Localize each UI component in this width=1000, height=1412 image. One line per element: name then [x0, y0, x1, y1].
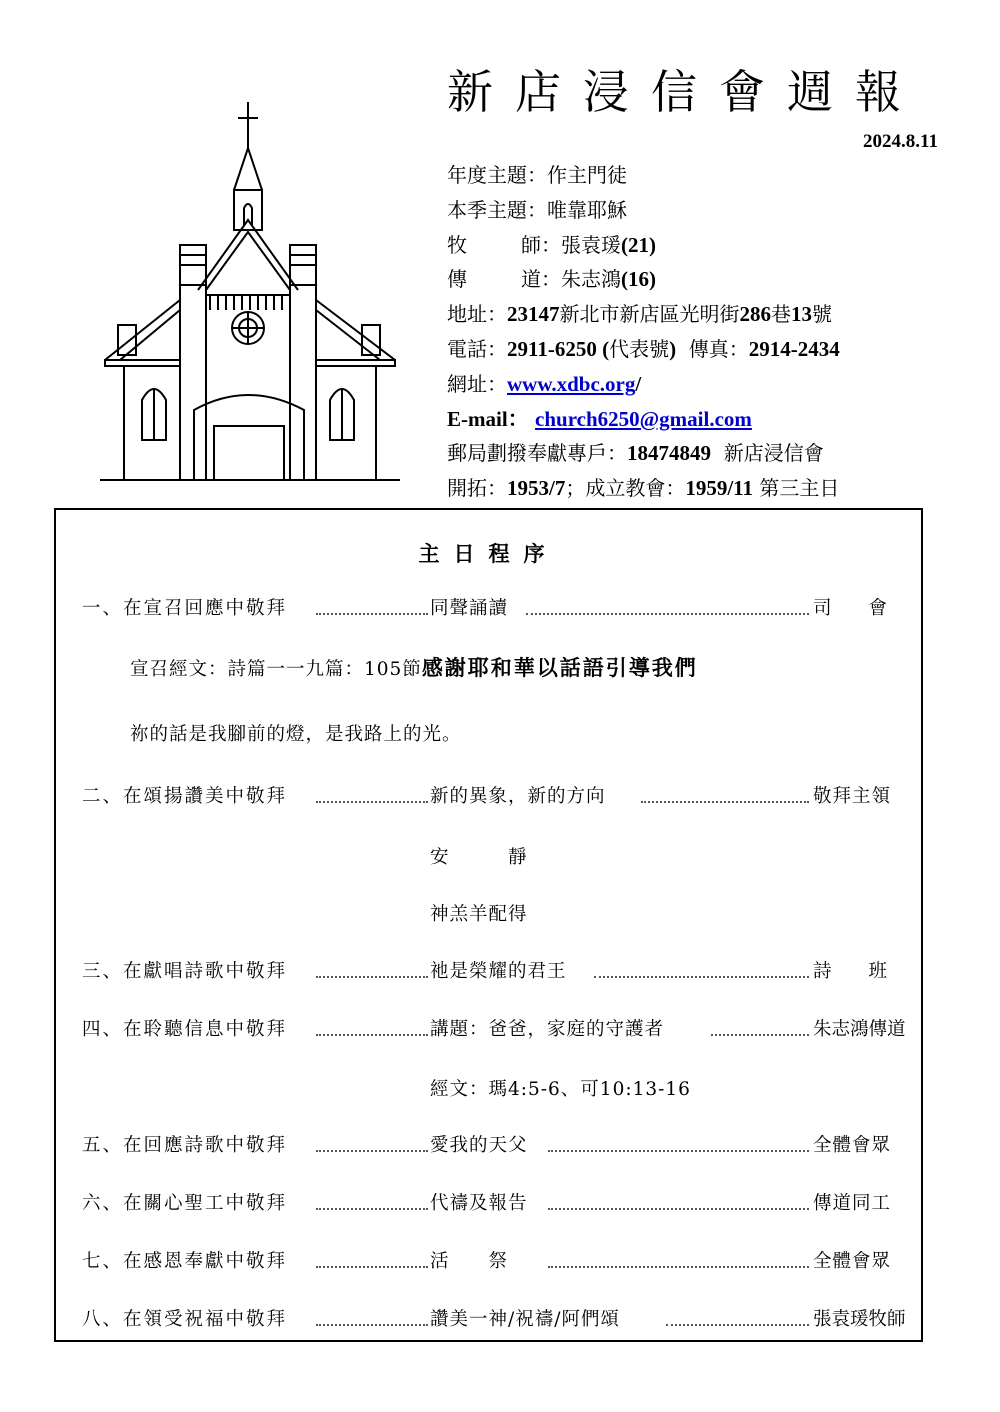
founded-date: 1953/7 [507, 476, 566, 501]
dot-leader [316, 1247, 428, 1268]
dot-leader [711, 1015, 809, 1036]
season-theme: 唯靠耶穌 [547, 197, 627, 222]
program-step: 四、在聆聽信息中敬拜 [82, 1019, 288, 1040]
phone-note: 代表號 [609, 336, 670, 361]
annual-theme: 作主門徒 [547, 163, 627, 187]
dot-leader [316, 594, 428, 615]
dot-leader [548, 1247, 809, 1268]
address-zip: 23147 [507, 302, 560, 327]
bulletin-date: 2024.8.11 [863, 131, 938, 152]
program-leader: 詩 班 [813, 961, 888, 982]
program-item: 愛我的天父 [430, 1135, 528, 1156]
program-item: 活 祭 [430, 1251, 509, 1272]
pastor-name: 張袁瑗 [561, 232, 621, 257]
founded-line [447, 471, 840, 506]
email-link[interactable]: church6250@gmail.com [535, 406, 752, 431]
program-item: 新的異象，新的方向 [430, 786, 606, 807]
dot-leader [666, 1305, 809, 1326]
address-b: 巷 [771, 302, 791, 327]
call-scripture [130, 652, 698, 682]
annual-theme-label: 年度主題： [447, 163, 547, 187]
evangelist-label-a: 傳 [447, 267, 467, 292]
program-item: 同聲誦讀 [430, 598, 509, 619]
address-c: 號 [812, 302, 832, 327]
program-item: 讚美一神/祝禱/阿們頌 [430, 1309, 620, 1330]
program-row-5 [56, 1131, 925, 1161]
website-label: 網址： [447, 371, 507, 396]
postal-account: 18474849 [627, 441, 711, 466]
website-link[interactable]: www.xdbc.org [507, 371, 636, 396]
program-row-4 [56, 1015, 925, 1045]
established-label: ；成立教會： [565, 476, 686, 501]
program-item: 祂是榮耀的君王 [430, 961, 567, 982]
pastor-label-a: 牧 [447, 232, 467, 257]
address-a: 新北市新店區光明街 [559, 302, 740, 327]
website-line [447, 367, 840, 402]
evangelist-years: (16) [621, 267, 656, 292]
program-box [54, 508, 923, 1342]
program-row-3 [56, 957, 925, 987]
address-line [447, 297, 840, 332]
annual-theme-line [447, 158, 840, 193]
program-row-6 [56, 1189, 925, 1219]
evangelist-line [447, 262, 840, 297]
song-2: 安 靜 [430, 847, 528, 868]
sermon-scripture: 經文：瑪4:5-6、可10:13-16 [430, 1079, 691, 1100]
dot-leader [316, 957, 428, 978]
address-no2: 13 [791, 302, 812, 327]
dot-leader [641, 782, 809, 803]
pastor-label-b: 師： [521, 232, 561, 257]
phone-label: 電話： [447, 336, 507, 361]
program-leader: 張袁瑗牧師 [813, 1309, 906, 1330]
program-item: 講題：爸爸，家庭的守護者 [430, 1019, 665, 1040]
program-item: 代禱及報告 [430, 1193, 528, 1214]
email-line [447, 402, 840, 437]
dot-leader [316, 782, 428, 803]
address-no1: 286 [739, 302, 771, 327]
postal-name: 新店浸信會 [723, 441, 824, 466]
program-step: 六、在關心聖工中敬拜 [82, 1193, 288, 1214]
program-step: 一、在宣召回應中敬拜 [82, 598, 288, 619]
program-step: 五、在回應詩歌中敬拜 [82, 1135, 288, 1156]
program-step: 三、在獻唱詩歌中敬拜 [82, 961, 288, 982]
address-label: 地址： [447, 302, 507, 327]
church-info [447, 158, 840, 506]
established-date: 1959/11 [685, 476, 754, 501]
program-step: 八、在領受祝福中敬拜 [82, 1309, 288, 1330]
call-scripture-text: 祢的話是我腳前的燈，是我路上的光。 [130, 724, 462, 745]
dot-leader [526, 594, 809, 615]
dot-leader [548, 1189, 809, 1210]
season-theme-label: 本季主題： [447, 197, 547, 222]
pastor-line [447, 228, 840, 263]
phone-line [447, 332, 840, 367]
program-leader: 司 會 [813, 598, 888, 619]
bulletin-title: 新店浸信會週報 [447, 65, 923, 119]
dot-leader [316, 1189, 428, 1210]
fax-label: 傳真： [688, 336, 749, 361]
email-label: E-mail： [447, 406, 529, 431]
phone-number: 2911-6250 ( [507, 336, 610, 361]
season-theme-line [447, 193, 840, 228]
call-scripture-prefix: 宣召經文：詩篇一一九篇：105節 [130, 659, 422, 680]
dot-leader [316, 1305, 428, 1326]
program-leader: 朱志鴻傳道 [813, 1019, 906, 1040]
program-step: 二、在頌揚讚美中敬拜 [82, 786, 288, 807]
program-step: 七、在感恩奉獻中敬拜 [82, 1251, 288, 1272]
program-row-8 [56, 1305, 925, 1335]
website-slash: / [635, 371, 642, 396]
postal-line [447, 436, 840, 471]
fax-number: 2914-2434 [748, 336, 840, 361]
program-leader: 傳道同工 [813, 1193, 892, 1214]
founded-label: 開拓： [447, 476, 507, 501]
program-row-7 [56, 1247, 925, 1277]
program-row-1 [56, 594, 925, 624]
dot-leader [316, 1131, 428, 1152]
program-leader: 全體會眾 [813, 1135, 892, 1156]
program-row-2 [56, 782, 925, 812]
established-note: 第三主日 [759, 476, 840, 501]
program-leader: 全體會眾 [813, 1251, 892, 1272]
evangelist-label-b: 道： [521, 267, 561, 292]
evangelist-name: 朱志鴻 [561, 267, 621, 292]
pastor-years: (21) [621, 232, 656, 257]
call-scripture-theme: 感謝耶和華以話語引導我們 [421, 656, 698, 680]
phone-close: ) [669, 336, 677, 361]
song-3: 神羔羊配得 [430, 904, 528, 925]
dot-leader [316, 1015, 428, 1036]
postal-label: 郵局劃撥奉獻專戶： [447, 441, 627, 466]
program-title: 主日程序 [418, 542, 559, 566]
dot-leader [548, 1131, 809, 1152]
dot-leader [594, 957, 809, 978]
church-illustration [100, 100, 400, 490]
program-leader: 敬拜主領 [813, 786, 892, 807]
